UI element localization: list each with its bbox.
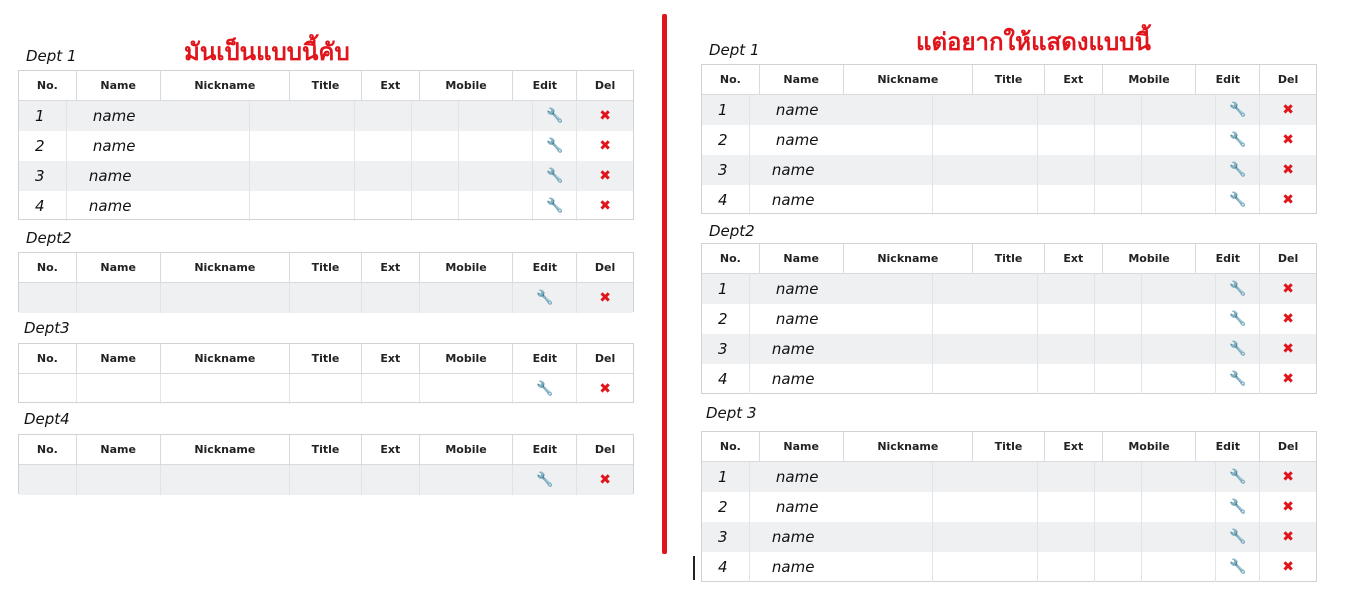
column-header: Name xyxy=(760,244,844,273)
empty-cell xyxy=(161,465,291,495)
column-header: Ext xyxy=(1045,432,1103,461)
delete-cell xyxy=(1260,95,1316,125)
wrench-icon[interactable]: 🔧 xyxy=(546,168,564,184)
row-number: 2 xyxy=(702,492,750,522)
column-header: No. xyxy=(702,65,760,94)
empty-cell xyxy=(362,465,420,495)
empty-cell xyxy=(161,283,291,313)
empty-cell xyxy=(1142,522,1217,552)
empty-cell xyxy=(412,191,459,221)
empty-cell xyxy=(19,374,77,404)
empty-cell xyxy=(1095,304,1142,334)
empty-cell xyxy=(1142,185,1217,215)
edit-cell xyxy=(1216,462,1260,492)
table-header xyxy=(19,253,633,283)
delete-cell xyxy=(577,465,633,495)
table-row xyxy=(702,125,1316,155)
column-header: No. xyxy=(19,71,77,100)
row-number: 4 xyxy=(702,364,750,394)
column-header: Title xyxy=(973,244,1045,273)
table-row xyxy=(702,364,1316,394)
wrench-icon[interactable]: 🔧 xyxy=(1229,341,1247,357)
text-cursor xyxy=(693,556,695,580)
delete-cell xyxy=(577,101,633,131)
empty-cell xyxy=(1095,364,1142,394)
column-header: Name xyxy=(77,344,161,373)
edit-cell xyxy=(1216,364,1260,394)
dept-table xyxy=(701,64,1317,214)
empty-cell xyxy=(1095,95,1142,125)
empty-cell xyxy=(362,374,420,404)
column-header: Del xyxy=(594,443,616,456)
column-header: Name xyxy=(760,65,844,94)
delete-x-icon[interactable]: ✖ xyxy=(599,168,611,184)
empty-cell xyxy=(933,522,1038,552)
column-header: Nickname xyxy=(161,71,291,100)
wrench-icon[interactable]: 🔧 xyxy=(546,198,564,214)
row-name: name xyxy=(750,364,933,394)
delete-x-icon[interactable]: ✖ xyxy=(599,290,611,306)
empty-cell xyxy=(933,552,1038,582)
empty-cell xyxy=(420,465,514,495)
column-header: Nickname xyxy=(161,344,291,373)
table-row xyxy=(19,161,633,191)
table-row xyxy=(19,374,633,404)
row-number: 1 xyxy=(702,274,750,304)
empty-cell xyxy=(420,283,514,313)
table-row xyxy=(702,95,1316,125)
row-number: 4 xyxy=(702,185,750,215)
delete-cell xyxy=(577,283,633,313)
empty-cell xyxy=(933,274,1038,304)
table-row xyxy=(19,465,633,495)
table-header xyxy=(19,344,633,374)
column-header: Ext xyxy=(1045,244,1103,273)
row-number: 3 xyxy=(702,334,750,364)
row-number: 3 xyxy=(702,155,750,185)
row-name: name xyxy=(750,492,933,522)
column-header: No. xyxy=(19,435,77,464)
edit-cell xyxy=(533,191,577,221)
empty-cell xyxy=(933,334,1038,364)
wrench-icon[interactable]: 🔧 xyxy=(546,108,564,124)
column-header: No. xyxy=(702,432,760,461)
empty-cell xyxy=(1142,364,1217,394)
empty-cell xyxy=(1038,522,1095,552)
empty-cell xyxy=(1038,155,1095,185)
dept-label: Dept2 xyxy=(709,222,755,240)
table-row xyxy=(19,101,633,131)
wrench-icon[interactable]: 🔧 xyxy=(1229,281,1247,297)
empty-cell xyxy=(290,283,362,313)
dept-label: Dept3 xyxy=(24,319,70,337)
edit-cell xyxy=(533,161,577,191)
table-row xyxy=(702,185,1316,215)
wrench-icon[interactable]: 🔧 xyxy=(536,290,554,306)
column-header: Mobile xyxy=(420,71,514,100)
delete-x-icon[interactable]: ✖ xyxy=(1282,469,1294,485)
empty-cell xyxy=(1038,364,1095,394)
delete-x-icon[interactable]: ✖ xyxy=(1282,102,1294,118)
column-header: Mobile xyxy=(420,253,514,282)
delete-x-icon[interactable]: ✖ xyxy=(599,472,611,488)
table-row xyxy=(702,155,1316,185)
table-row xyxy=(702,492,1316,522)
empty-cell xyxy=(1095,125,1142,155)
red-divider xyxy=(662,14,667,554)
column-header: Del xyxy=(594,352,616,365)
column-header: No. xyxy=(19,253,77,282)
table-row xyxy=(702,522,1316,552)
delete-cell xyxy=(1260,462,1316,492)
column-header: Ext xyxy=(1045,65,1103,94)
dept-table xyxy=(701,431,1317,582)
column-header: Ext xyxy=(362,435,420,464)
empty-cell xyxy=(290,374,362,404)
delete-cell xyxy=(577,374,633,404)
empty-cell xyxy=(1038,462,1095,492)
delete-x-icon[interactable]: ✖ xyxy=(1282,192,1294,208)
row-name: name xyxy=(67,101,250,131)
empty-cell xyxy=(1095,334,1142,364)
row-number: 3 xyxy=(19,161,67,191)
empty-cell xyxy=(250,101,355,131)
column-header: Title xyxy=(290,435,362,464)
row-name: name xyxy=(750,155,933,185)
row-name: name xyxy=(750,334,933,364)
empty-cell xyxy=(250,131,355,161)
edit-cell xyxy=(1216,334,1260,364)
delete-cell xyxy=(577,191,633,221)
edit-cell xyxy=(1216,125,1260,155)
delete-cell xyxy=(1260,334,1316,364)
column-header: Title xyxy=(973,432,1045,461)
wrench-icon[interactable]: 🔧 xyxy=(1229,371,1247,387)
empty-cell xyxy=(250,191,355,221)
dept-table xyxy=(18,70,634,220)
empty-cell xyxy=(1038,274,1095,304)
delete-cell xyxy=(1260,304,1316,334)
row-number: 3 xyxy=(702,522,750,552)
empty-cell xyxy=(1142,155,1217,185)
empty-cell xyxy=(1038,334,1095,364)
empty-cell xyxy=(362,283,420,313)
table-header xyxy=(19,71,633,101)
delete-x-icon[interactable]: ✖ xyxy=(1282,162,1294,178)
empty-cell xyxy=(1095,274,1142,304)
column-header: Nickname xyxy=(844,65,974,94)
row-name: name xyxy=(750,274,933,304)
left-heading: มันเป็นแบบนี้คับ xyxy=(184,38,350,66)
empty-cell xyxy=(459,191,534,221)
column-header: Title xyxy=(290,253,362,282)
dept-label: Dept4 xyxy=(24,410,70,428)
column-header: Edit xyxy=(513,71,577,100)
empty-cell xyxy=(1142,95,1217,125)
empty-cell xyxy=(1142,552,1217,582)
edit-cell xyxy=(1216,552,1260,582)
dept-label: Dept 1 xyxy=(26,47,77,65)
empty-cell xyxy=(1142,125,1217,155)
empty-cell xyxy=(355,191,412,221)
column-header: Name xyxy=(77,435,161,464)
row-name: name xyxy=(750,552,933,582)
column-header: Name xyxy=(77,71,161,100)
column-header: Ext xyxy=(362,71,420,100)
table-row xyxy=(702,304,1316,334)
edit-cell xyxy=(513,374,577,404)
empty-cell xyxy=(1142,462,1217,492)
delete-x-icon[interactable]: ✖ xyxy=(1282,499,1294,515)
delete-x-icon[interactable]: ✖ xyxy=(599,381,611,397)
empty-cell xyxy=(933,185,1038,215)
empty-cell xyxy=(1095,155,1142,185)
delete-x-icon[interactable]: ✖ xyxy=(1282,132,1294,148)
column-header: Name xyxy=(77,253,161,282)
wrench-icon[interactable]: 🔧 xyxy=(1229,192,1247,208)
empty-cell xyxy=(19,283,77,313)
column-header: Ext xyxy=(362,253,420,282)
row-number: 1 xyxy=(19,101,67,131)
empty-cell xyxy=(459,101,534,131)
empty-cell xyxy=(459,131,534,161)
row-name: name xyxy=(750,304,933,334)
empty-cell xyxy=(1038,492,1095,522)
wrench-icon[interactable]: 🔧 xyxy=(536,472,554,488)
delete-cell xyxy=(1260,492,1316,522)
delete-x-icon[interactable]: ✖ xyxy=(599,138,611,154)
edit-cell xyxy=(533,131,577,161)
edit-cell xyxy=(533,101,577,131)
empty-cell xyxy=(1142,334,1217,364)
column-header: Edit xyxy=(513,253,577,282)
delete-x-icon[interactable]: ✖ xyxy=(599,198,611,214)
row-number: 1 xyxy=(702,462,750,492)
empty-cell xyxy=(1038,95,1095,125)
delete-cell xyxy=(1260,185,1316,215)
dept-label: Dept 1 xyxy=(709,41,760,59)
table-row xyxy=(702,334,1316,364)
table-row xyxy=(702,274,1316,304)
dept-table xyxy=(18,343,634,403)
empty-cell xyxy=(420,374,514,404)
delete-x-icon[interactable]: ✖ xyxy=(1282,371,1294,387)
column-header: Title xyxy=(290,71,362,100)
table-row xyxy=(19,191,633,221)
empty-cell xyxy=(1142,304,1217,334)
delete-cell xyxy=(1260,364,1316,394)
empty-cell xyxy=(77,283,161,313)
empty-cell xyxy=(355,161,412,191)
column-header: Mobile xyxy=(1103,65,1197,94)
column-header: Nickname xyxy=(844,432,974,461)
delete-x-icon[interactable]: ✖ xyxy=(1282,341,1294,357)
table-header xyxy=(19,435,633,465)
column-header: No. xyxy=(702,244,760,273)
edit-cell xyxy=(513,465,577,495)
row-name: name xyxy=(750,95,933,125)
column-header: Edit xyxy=(513,344,577,373)
empty-cell xyxy=(1095,522,1142,552)
delete-x-icon[interactable]: ✖ xyxy=(1282,311,1294,327)
row-name: name xyxy=(750,125,933,155)
table-header xyxy=(702,432,1316,462)
empty-cell xyxy=(412,101,459,131)
column-header: Edit xyxy=(1196,432,1260,461)
empty-cell xyxy=(161,374,291,404)
column-header: Name xyxy=(760,432,844,461)
wrench-icon[interactable]: 🔧 xyxy=(1229,499,1247,515)
edit-cell xyxy=(1216,155,1260,185)
empty-cell xyxy=(933,304,1038,334)
column-header: Del xyxy=(1277,440,1299,453)
wrench-icon[interactable]: 🔧 xyxy=(546,138,564,154)
column-header: Mobile xyxy=(1103,244,1197,273)
row-number: 1 xyxy=(702,95,750,125)
delete-cell xyxy=(1260,522,1316,552)
column-header: Mobile xyxy=(420,344,514,373)
empty-cell xyxy=(19,465,77,495)
row-number: 2 xyxy=(702,125,750,155)
delete-cell xyxy=(1260,155,1316,185)
column-header: Ext xyxy=(362,344,420,373)
empty-cell xyxy=(1038,304,1095,334)
empty-cell xyxy=(355,131,412,161)
edit-cell xyxy=(1216,304,1260,334)
dept-table xyxy=(18,434,634,494)
column-header: Title xyxy=(973,65,1045,94)
delete-cell xyxy=(577,131,633,161)
table-header xyxy=(702,244,1316,274)
wrench-icon[interactable]: 🔧 xyxy=(1229,132,1247,148)
empty-cell xyxy=(933,95,1038,125)
column-header: Del xyxy=(594,79,616,92)
empty-cell xyxy=(1142,274,1217,304)
empty-cell xyxy=(933,364,1038,394)
delete-x-icon[interactable]: ✖ xyxy=(1282,529,1294,545)
empty-cell xyxy=(933,462,1038,492)
empty-cell xyxy=(412,131,459,161)
column-header: Edit xyxy=(513,435,577,464)
column-header: Nickname xyxy=(161,435,291,464)
empty-cell xyxy=(1038,125,1095,155)
edit-cell xyxy=(1216,492,1260,522)
wrench-icon[interactable]: 🔧 xyxy=(1229,162,1247,178)
row-number: 4 xyxy=(19,191,67,221)
empty-cell xyxy=(1095,492,1142,522)
table-row xyxy=(19,283,633,313)
dept-table xyxy=(18,252,634,312)
table-header xyxy=(702,65,1316,95)
column-header: Del xyxy=(1277,73,1299,86)
row-number: 2 xyxy=(19,131,67,161)
empty-cell xyxy=(1095,462,1142,492)
wrench-icon[interactable]: 🔧 xyxy=(1229,102,1247,118)
empty-cell xyxy=(355,101,412,131)
empty-cell xyxy=(459,161,534,191)
edit-cell xyxy=(1216,274,1260,304)
table-row xyxy=(19,131,633,161)
empty-cell xyxy=(250,161,355,191)
column-header: Nickname xyxy=(161,253,291,282)
empty-cell xyxy=(1095,185,1142,215)
column-header: Edit xyxy=(1196,65,1260,94)
column-header: Del xyxy=(594,261,616,274)
column-header: Nickname xyxy=(844,244,974,273)
row-name: name xyxy=(67,131,250,161)
wrench-icon[interactable]: 🔧 xyxy=(1229,311,1247,327)
row-name: name xyxy=(750,185,933,215)
empty-cell xyxy=(1038,185,1095,215)
column-header: Mobile xyxy=(420,435,514,464)
delete-x-icon[interactable]: ✖ xyxy=(1282,559,1294,575)
empty-cell xyxy=(1095,552,1142,582)
row-number: 4 xyxy=(702,552,750,582)
empty-cell xyxy=(412,161,459,191)
column-header: Mobile xyxy=(1103,432,1197,461)
delete-x-icon[interactable]: ✖ xyxy=(1282,281,1294,297)
delete-cell xyxy=(1260,125,1316,155)
row-name: name xyxy=(67,161,250,191)
column-header: No. xyxy=(19,344,77,373)
wrench-icon[interactable]: 🔧 xyxy=(1229,529,1247,545)
delete-cell xyxy=(1260,274,1316,304)
column-header: Edit xyxy=(1196,244,1260,273)
edit-cell xyxy=(1216,522,1260,552)
empty-cell xyxy=(933,155,1038,185)
column-header: Del xyxy=(1277,252,1299,265)
dept-label: Dept2 xyxy=(26,229,72,247)
row-number: 2 xyxy=(702,304,750,334)
delete-x-icon[interactable]: ✖ xyxy=(599,108,611,124)
empty-cell xyxy=(933,492,1038,522)
row-name: name xyxy=(67,191,250,221)
empty-cell xyxy=(933,125,1038,155)
empty-cell xyxy=(77,374,161,404)
dept-label: Dept 3 xyxy=(706,404,757,422)
row-name: name xyxy=(750,522,933,552)
dept-table xyxy=(701,243,1317,394)
wrench-icon[interactable]: 🔧 xyxy=(536,381,554,397)
empty-cell xyxy=(290,465,362,495)
row-name: name xyxy=(750,462,933,492)
column-header: Title xyxy=(290,344,362,373)
wrench-icon[interactable]: 🔧 xyxy=(1229,559,1247,575)
empty-cell xyxy=(1038,552,1095,582)
delete-cell xyxy=(577,161,633,191)
table-row xyxy=(702,552,1316,582)
delete-cell xyxy=(1260,552,1316,582)
wrench-icon[interactable]: 🔧 xyxy=(1229,469,1247,485)
edit-cell xyxy=(1216,185,1260,215)
table-row xyxy=(702,462,1316,492)
edit-cell xyxy=(1216,95,1260,125)
empty-cell xyxy=(1142,492,1217,522)
edit-cell xyxy=(513,283,577,313)
right-heading: แต่อยากให้แสดงแบบนี้ xyxy=(916,28,1151,56)
empty-cell xyxy=(77,465,161,495)
